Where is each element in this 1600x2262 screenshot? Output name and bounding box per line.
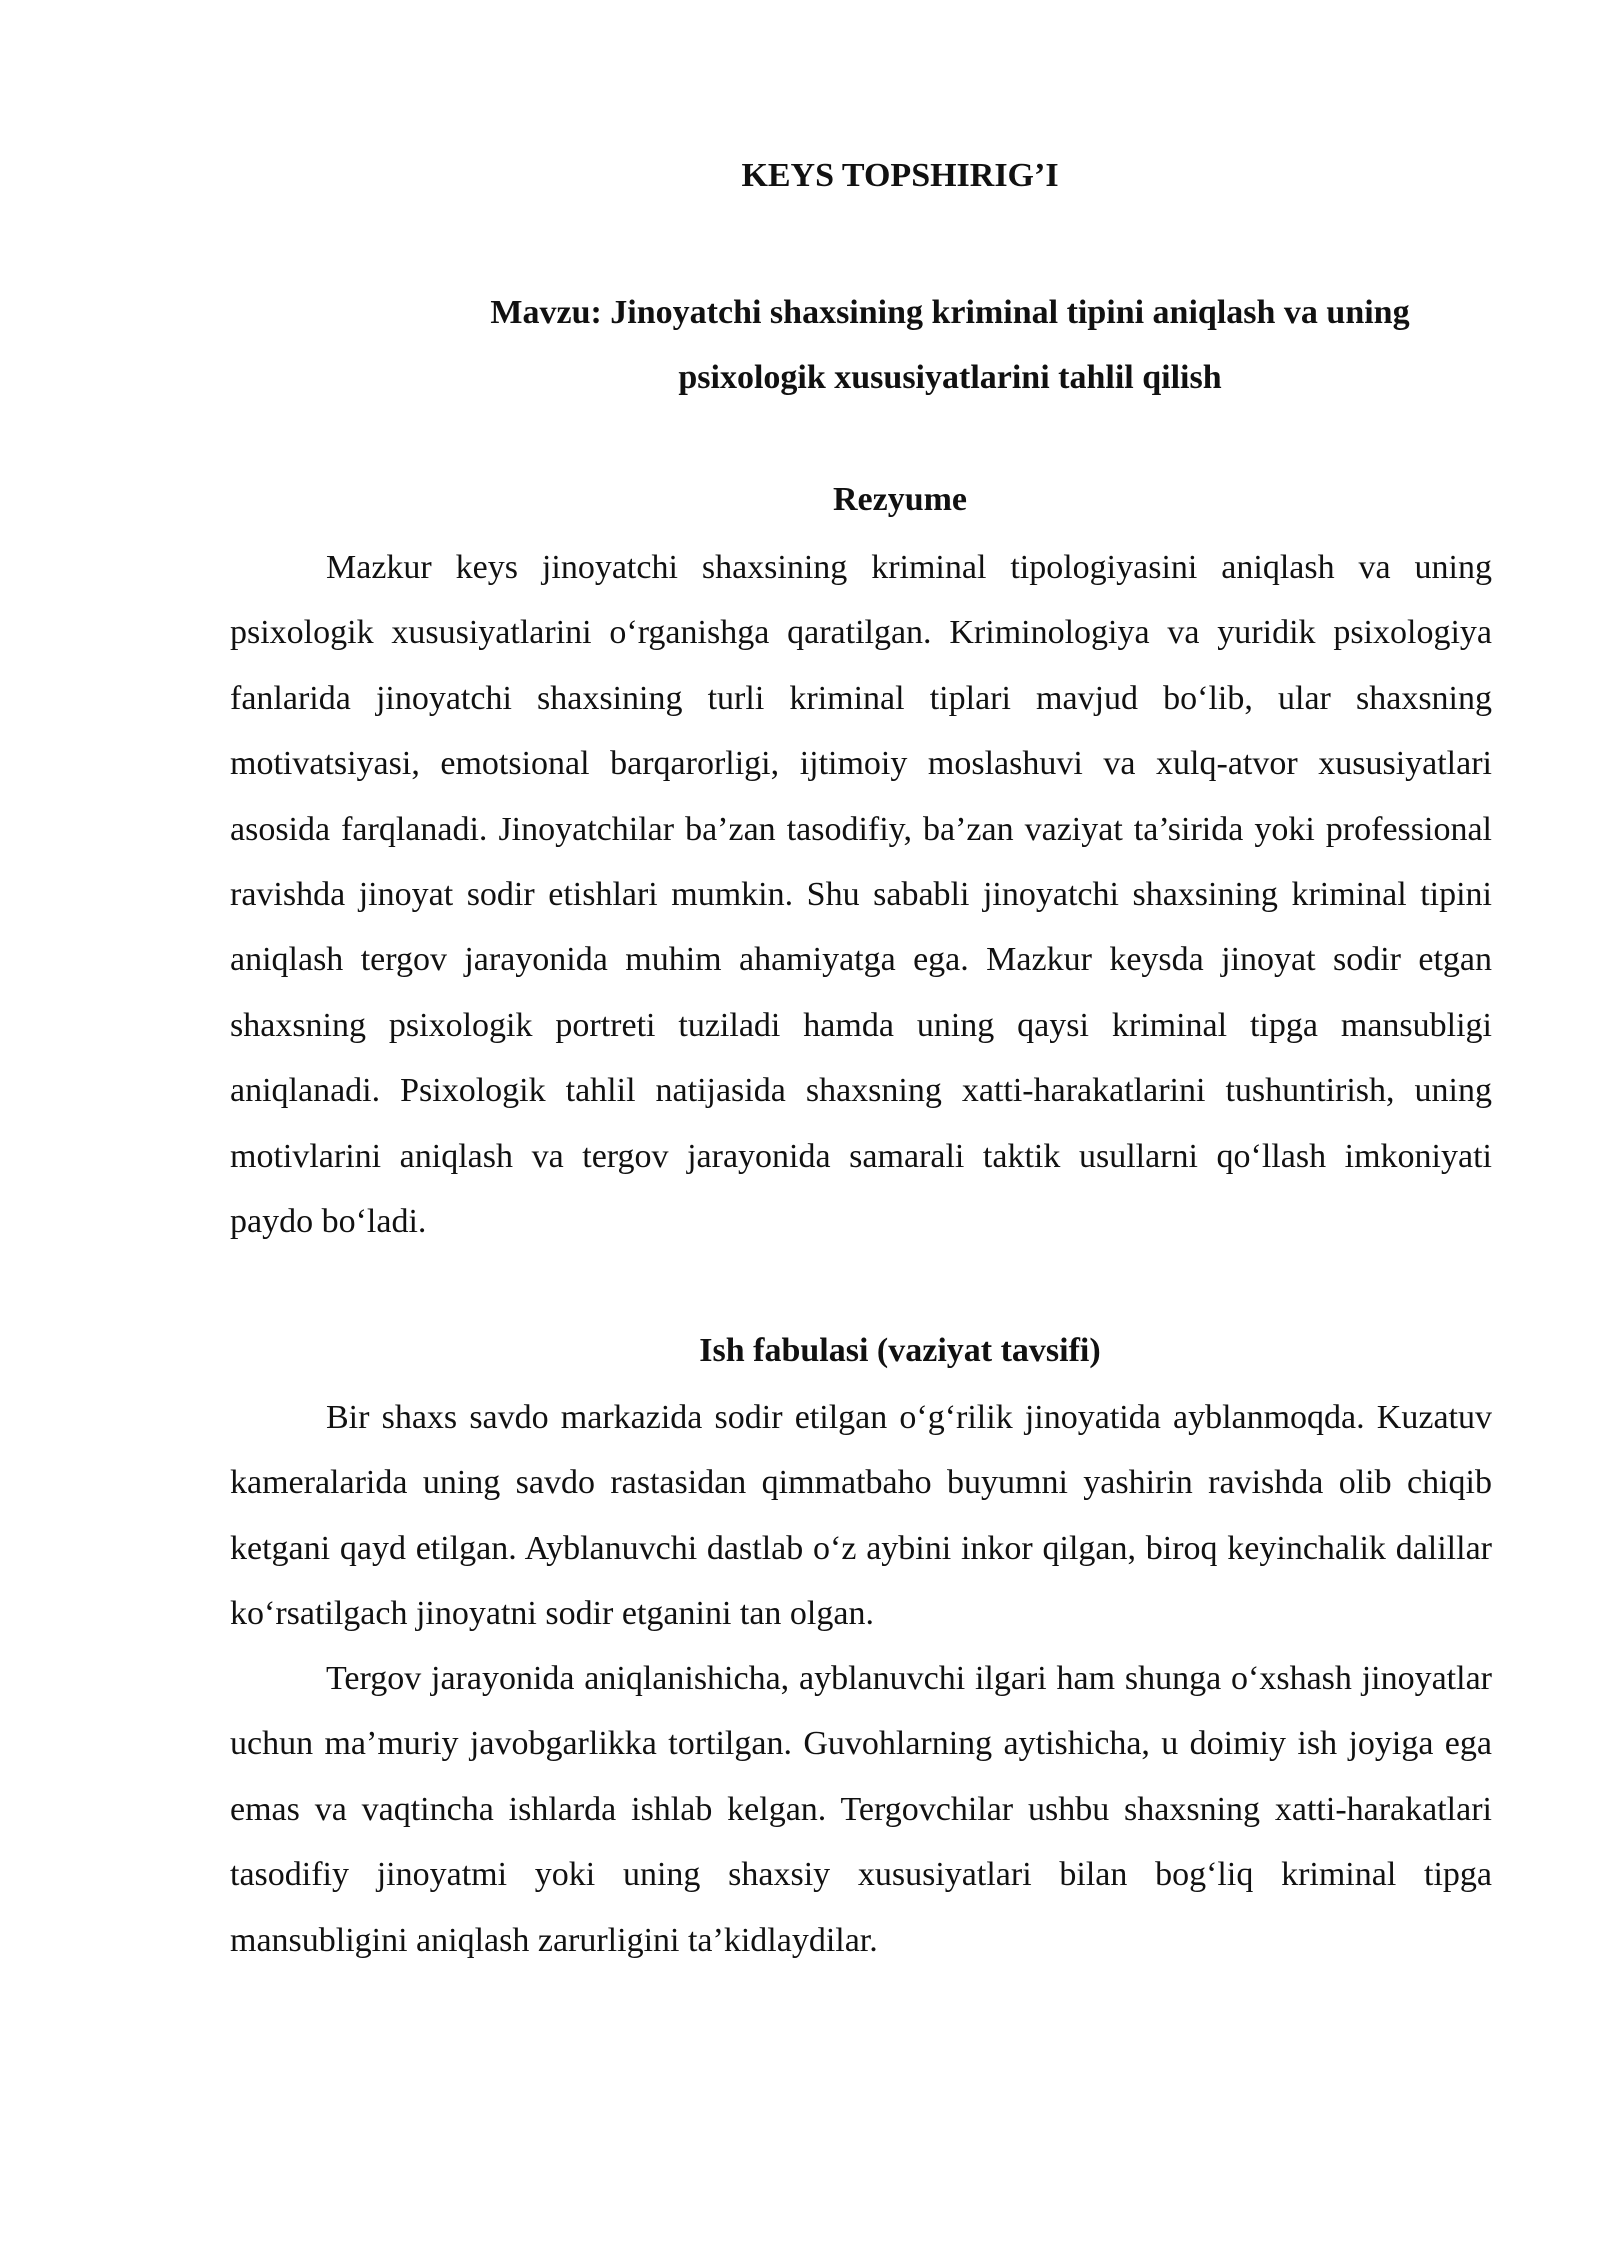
paragraph-fabula-2: Tergov jarayonida aniqlanishicha, ayblanuvchi ilgari ham shunga o‘xshash jinoyatlar uchun ma’muriy javobgarlikka tortilgan. Guvohlarning aytishicha, u doimiy ish joyiga ega emas va vaqtincha ishlarda ishlab kelgan. Tergovchilar ushbu shaxsning xatti-harakatlari tasodifiy jinoyatmi yoki uning shaxsiy xususiyatlari bilan bog‘liq kriminal tipga mansubligini aniqlash zarurligini ta’kidlaydilar. <box>230 1660 1492 1959</box>
topic-heading <box>330 280 1570 410</box>
paragraph-fabula-1: Bir shaxs savdo markazida sodir etilgan o‘g‘rilik jinoyatida ayblanmoqda. Kuzatuv kameralarida uning savdo rastasidan qimmatbaho buyumni yashirin ravishda olib chiqib ketgani qayd etilgan. Ayblanuvchi dastlab o‘z aybini inkor qilgan, biroq keyinchalik dalillar ko‘rsatilgach jinoyatni sodir etganini tan olgan. <box>230 1399 1492 1633</box>
paragraph-rezyume: Mazkur keys jinoyatchi shaxsining kriminal tipologiyasini aniqlash va uning psixologik xususiyatlarini o‘rganishga qaratilgan. Kriminologiya va yuridik psixologiya fanlarida jinoyatchi shaxsining turli kriminal tiplari mavjud bo‘lib, ular shaxsning motivatsiyasi, emotsional barqarorligi, ijtimoiy moslashuvi va xulq-atvor xususiyatlari asosida farqlanadi. Jinoyatchilar ba’zan tasodifiy, ba’zan vaziyat ta’sirida yoki professional ravishda jinoyat sodir etishlari mumkin. Shu sababli jinoyatchi shaxsining kriminal tipini aniqlash tergov jarayonida muhim ahamiyatga ega. Mazkur keysda jinoyat sodir etgan shaxsning psixologik portreti tuziladi hamda uning qaysi kriminal tipga mansubligi aniqlanadi. Psixologik tahlil natijasida shaxsning xatti-harakatlarini tushuntirish, uning motivlarini aniqlash va tergov jarayonida samarali taktik usullarni qo‘llash imkoniyati paydo bo‘ladi. <box>230 549 1492 1241</box>
topic-line-2: psixologik xususiyatlarini tahlil qilish <box>678 359 1222 396</box>
section-heading-ish-fabulasi: Ish fabulasi (vaziyat tavsifi) <box>699 1332 1101 1369</box>
document-title: KEYS TOPSHIRIG’I <box>741 157 1059 194</box>
section-heading-rezyume: Rezyume <box>832 481 968 518</box>
topic-line-1: Mavzu: Jinoyatchi shaxsining kriminal tipini aniqlash va uning <box>490 294 1410 331</box>
